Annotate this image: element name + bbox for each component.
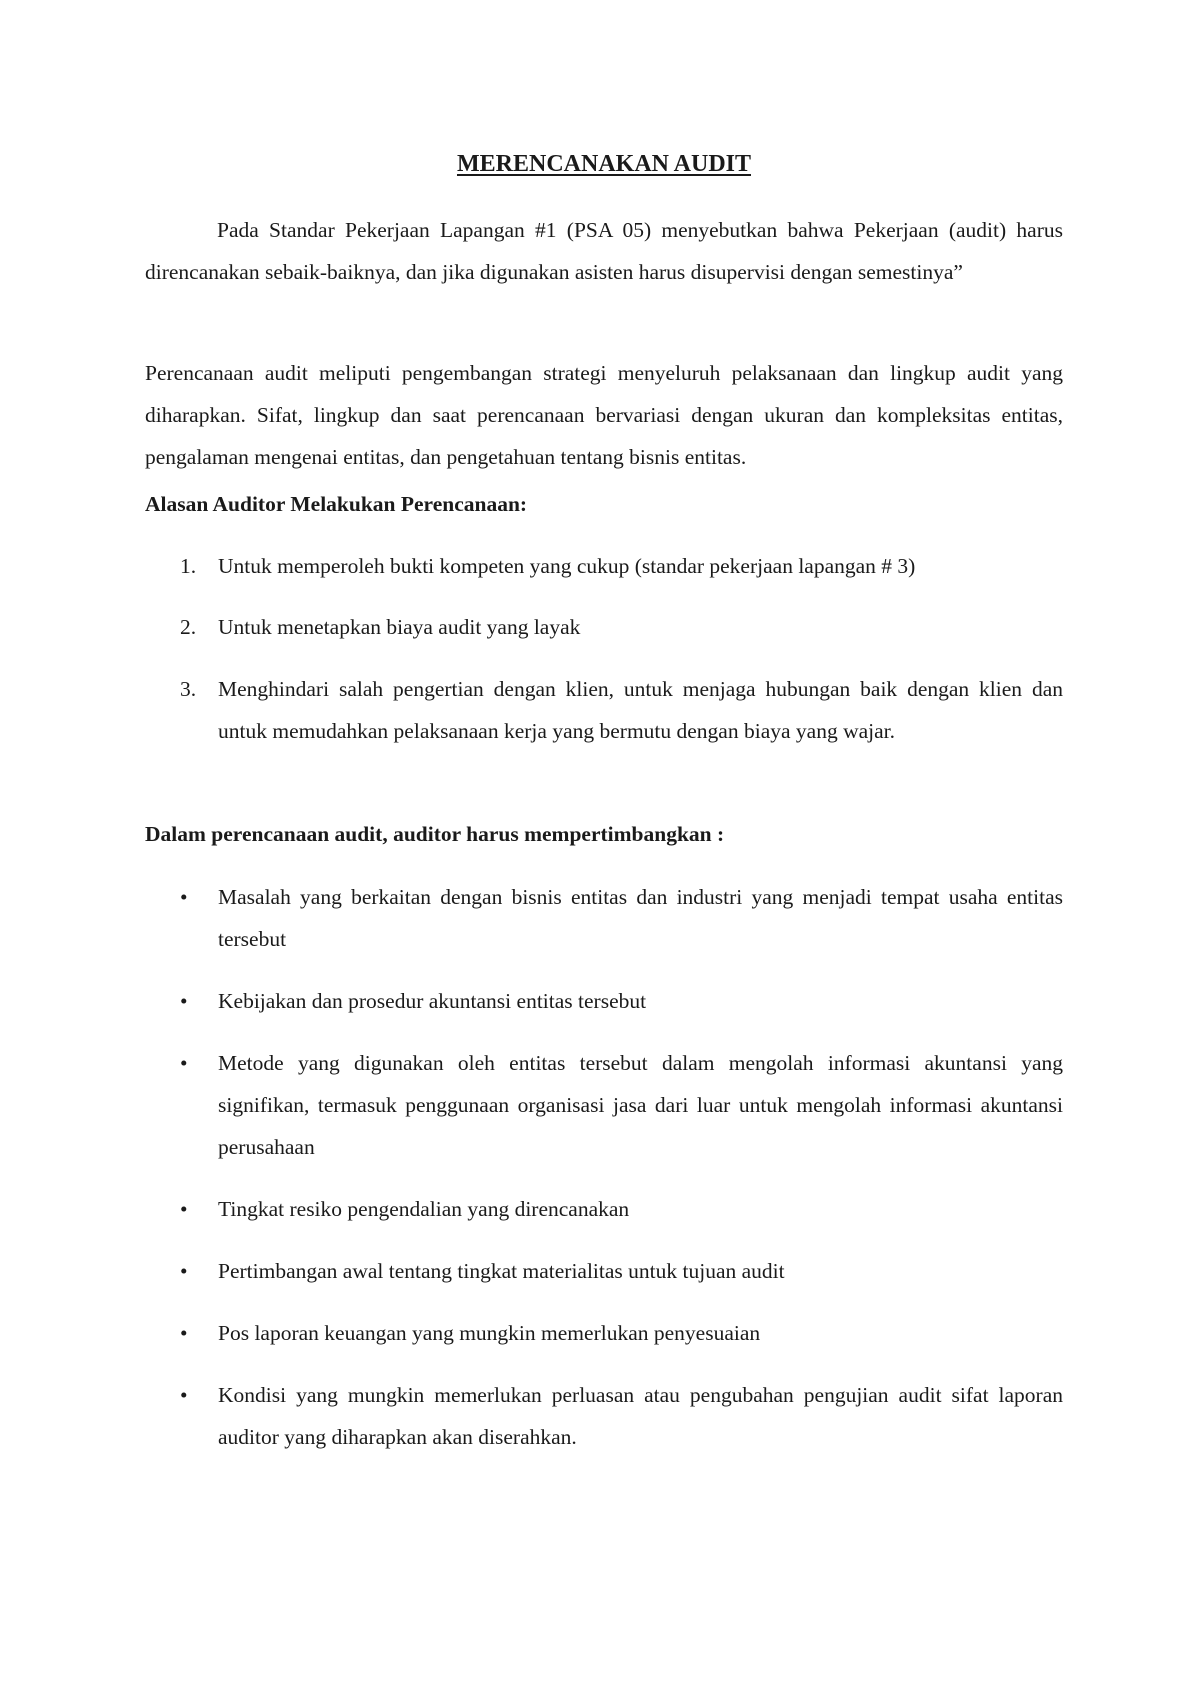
list-item <box>145 668 1063 752</box>
list-item <box>145 1250 1063 1292</box>
list-number: 3. <box>180 677 197 701</box>
list-item-text: Untuk memperoleh bukti kompeten yang cukup (standar pekerjaan lapangan # 3) <box>218 554 916 578</box>
list-item-text: Kebijakan dan prosedur akuntansi entitas tersebut <box>218 989 647 1013</box>
document-title: MERENCANAKAN AUDIT <box>456 151 751 177</box>
list-item <box>145 980 1063 1022</box>
considerations-heading: Dalam perencanaan audit, auditor harus mempertimbangkan : <box>145 822 725 846</box>
list-item-text: Pertimbangan awal tentang tingkat materialitas untuk tujuan audit <box>218 1259 785 1283</box>
list-item <box>145 545 1063 587</box>
bullet: • <box>180 1259 188 1283</box>
planning-paragraph: Perencanaan audit meliputi pengembangan strategi menyeluruh pelaksanaan dan lingkup audit yang diharapkan. Sifat, lingkup dan saat perencanaan bervariasi dengan ukuran dan kompleksitas entitas, pengalaman mengenai entitas, dan pengetahuan tentang bisnis entitas. <box>145 361 1063 469</box>
reasons-heading: Alasan Auditor Melakukan Perencanaan: <box>145 492 528 516</box>
list-number: 1. <box>180 554 197 578</box>
list-item-text: Masalah yang berkaitan dengan bisnis entitas dan industri yang menjadi tempat usaha entitas tersebut <box>218 885 1063 951</box>
list-number: 2. <box>180 615 197 639</box>
list-item <box>145 1374 1063 1458</box>
intro-paragraph: Pada Standar Pekerjaan Lapangan #1 (PSA 05) menyebutkan bahwa Pekerjaan (audit) harus direncanakan sebaik-baiknya, dan jika digunakan asisten harus disupervisi dengan semestinya” <box>145 218 1063 284</box>
list-item-text: Pos laporan keuangan yang mungkin memerlukan penyesuaian <box>218 1321 761 1345</box>
list-item-text: Kondisi yang mungkin memerlukan perluasan atau pengubahan pengujian audit sifat laporan auditor yang diharapkan akan diserahkan. <box>218 1383 1063 1449</box>
list-item <box>145 1312 1063 1354</box>
bullet: • <box>180 1197 188 1221</box>
bullet: • <box>180 989 188 1013</box>
bullet: • <box>180 1321 188 1345</box>
bullet: • <box>180 1383 188 1407</box>
list-item <box>145 1042 1063 1168</box>
list-item <box>145 876 1063 960</box>
list-item-text: Tingkat resiko pengendalian yang direncanakan <box>218 1197 630 1221</box>
list-item <box>145 606 1063 648</box>
list-item-text: Metode yang digunakan oleh entitas tersebut dalam mengolah informasi akuntansi yang signifikan, termasuk penggunaan organisasi jasa dari luar untuk mengolah informasi akuntansi perusahaan <box>218 1051 1063 1159</box>
list-item-text: Menghindari salah pengertian dengan klien, untuk menjaga hubungan baik dengan klien dan untuk memudahkan pelaksanaan kerja yang bermutu dengan biaya yang wajar. <box>218 677 1063 743</box>
list-item-text: Untuk menetapkan biaya audit yang layak <box>218 615 581 639</box>
bullet: • <box>180 1051 188 1075</box>
bullet: • <box>180 885 188 909</box>
list-item <box>145 1188 1063 1230</box>
